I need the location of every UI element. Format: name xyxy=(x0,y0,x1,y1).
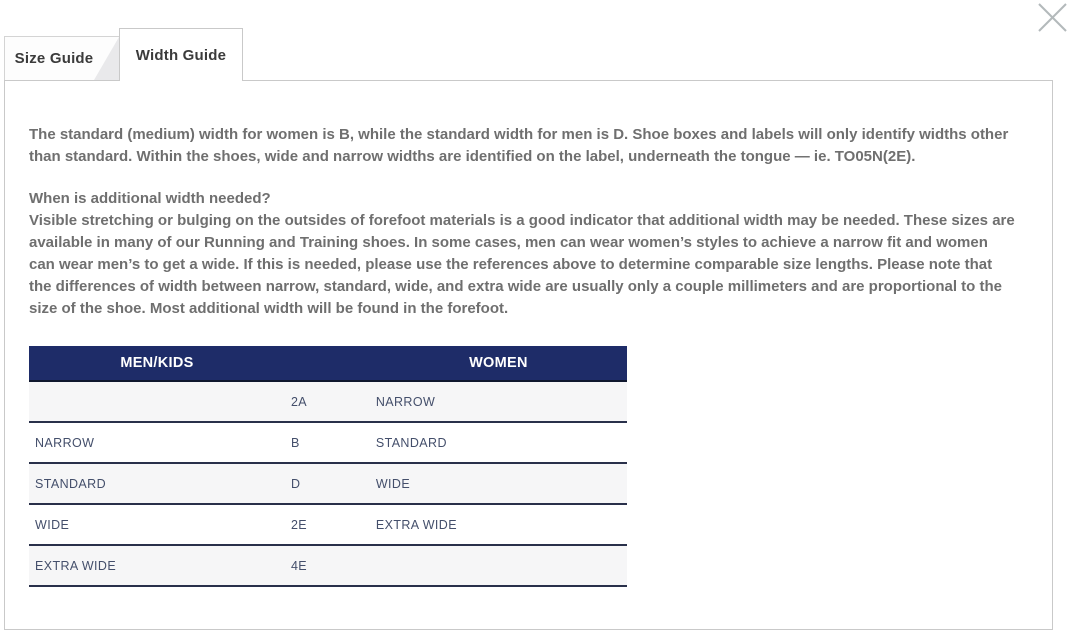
close-button[interactable] xyxy=(1035,1,1069,35)
cell-width-code: 2E xyxy=(290,517,308,532)
tab-size-guide-label: Size Guide xyxy=(14,50,94,67)
table-row xyxy=(29,505,627,546)
cell-men-kids: STANDARD xyxy=(35,476,107,491)
cell-women: NARROW xyxy=(375,394,436,409)
cell-width-code: D xyxy=(290,476,301,491)
additional-width-paragraph: Visible stretching or bulging on the outsides of forefoot materials is a good indicator that additional width may be needed. These sizes are available in many of our Running and Training shoes. In some cases, men can wear women’s styles to achieve a narrow fit and women can wear men’s to get a wide. If this is needed, please use the references above to determine comparable size lengths. Please note that the differences of width between narrow, standard, wide, and extra wide are usually only a couple millimeters and are proportional to the size of the shoe. Most additional width will be found in the forefoot. xyxy=(29,212,1015,317)
content-panel xyxy=(4,80,1053,630)
cell-men-kids: NARROW xyxy=(35,435,95,450)
cell-width-code: 2A xyxy=(290,394,308,409)
table-header-men-kids: MEN/KIDS xyxy=(120,355,194,371)
close-icon xyxy=(1035,1,1069,35)
tab-width-guide[interactable] xyxy=(119,28,243,81)
cell-width-code: B xyxy=(290,435,300,450)
tab-width-guide-label: Width Guide xyxy=(135,46,227,64)
cell-men-kids: WIDE xyxy=(35,517,70,532)
cell-men-kids: EXTRA WIDE xyxy=(35,558,117,573)
tab-bar xyxy=(4,27,243,80)
cell-width-code: 4E xyxy=(290,558,308,573)
intro-paragraph: The standard (medium) width for women is B, while the standard width for men is D. Shoe boxes and labels will only identify widths other than standard. Within the shoes, wide and narrow widths are identified on the label, underneath the tongue — ie. TO05N(2E). xyxy=(29,126,1009,165)
tab-corner-fold xyxy=(94,37,119,80)
width-comparison-table xyxy=(29,346,627,587)
table-row xyxy=(29,423,627,464)
tab-size-guide[interactable] xyxy=(4,36,119,80)
table-row xyxy=(29,382,627,423)
cell-women: WIDE xyxy=(375,476,411,491)
width-guide-content xyxy=(5,81,1052,587)
table-header-women: WOMEN xyxy=(469,355,528,371)
cell-women: EXTRA WIDE xyxy=(375,517,457,532)
additional-width-heading: When is additional width needed? xyxy=(29,190,271,207)
table-row xyxy=(29,546,627,587)
table-header-row xyxy=(29,346,627,382)
table-row xyxy=(29,464,627,505)
cell-women: STANDARD xyxy=(375,435,447,450)
